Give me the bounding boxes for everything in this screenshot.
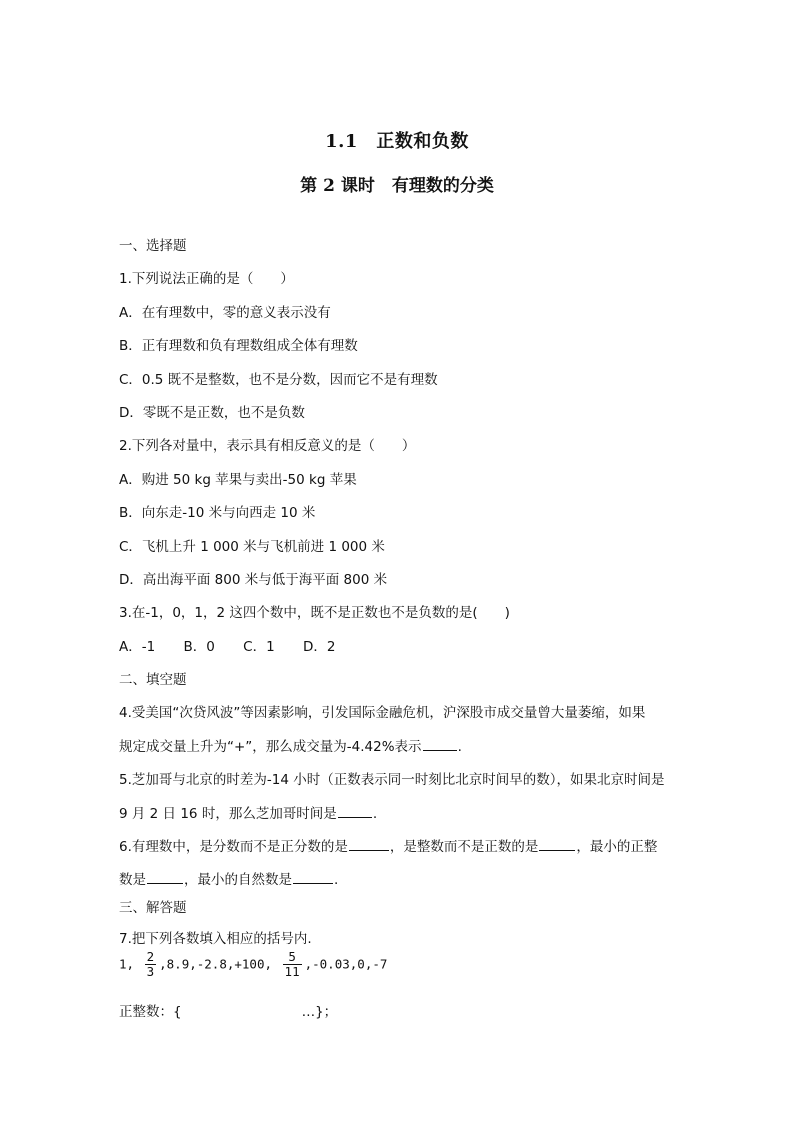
- question-5-line-1: 5.芝加哥与北京的时差为-14 小时（正数表示同一时刻比北京时间早的数），如果北京时间是: [119, 772, 665, 788]
- question-5-line-2: [119, 802, 377, 822]
- question-3-option-a: A．-1: [119, 639, 156, 655]
- answer-blank[interactable]: [293, 871, 333, 884]
- question-1-option-a: A．在有理数中，零的意义表示没有: [119, 305, 331, 321]
- question-7-number-list: [119, 950, 387, 980]
- section-heading-choice: 一、选择题: [119, 238, 187, 254]
- question-2-option-c: C．飞机上升 1 000 米与飞机前进 1 000 米: [119, 539, 385, 555]
- answer-blank[interactable]: [349, 838, 389, 851]
- answer-blank[interactable]: [423, 738, 457, 751]
- number-list-tail: ,-0.03,0,-7: [304, 956, 388, 972]
- question-6-line-2: [119, 868, 338, 888]
- question-1-option-c: C．0.5 既不是整数，也不是分数，因而它不是有理数: [119, 372, 438, 388]
- question-6-text-e: ，最小的自然数是: [184, 872, 292, 888]
- question-6-text-d: 数是: [119, 872, 146, 888]
- answer-blank[interactable]: [338, 805, 372, 818]
- question-3-option-b: B．0: [183, 639, 215, 655]
- question-4-text: 规定成交量上升为“+”，那么成交量为-4.42%表示: [119, 739, 422, 755]
- question-1-stem: 1.下列说法正确的是（ ）: [119, 271, 294, 287]
- fraction-denominator: 11: [284, 964, 300, 980]
- answer-blank[interactable]: [539, 838, 575, 851]
- question-4-line-1: 4.受美国“次贷风波”等因素影响，引发国际金融危机，沪深股市成交量曾大量萎缩，如果: [119, 705, 646, 721]
- fraction-numerator: 5: [283, 950, 302, 965]
- fraction-numerator: 2: [146, 949, 155, 964]
- question-2-option-d: D．高出海平面 800 米与低于海平面 800 米: [119, 572, 388, 588]
- section-title: 1.1 正数和负数: [325, 131, 469, 152]
- question-3-option-d: D．2: [302, 639, 336, 655]
- number-list-middle: ,8.9,-2.8,+100,: [159, 956, 273, 972]
- answer-label: 正整数：{: [119, 1004, 182, 1020]
- question-6-text-b: ，是整数而不是正数的是: [389, 839, 539, 855]
- fraction-five-elevenths: [283, 950, 302, 980]
- section-heading-fill: 二、填空题: [119, 672, 187, 688]
- section-heading-answer: 三、解答题: [119, 900, 187, 916]
- number-one: 1,: [119, 956, 135, 972]
- question-4-end: .: [457, 739, 462, 755]
- question-6-line-1: [119, 835, 657, 855]
- question-3-options: [119, 635, 359, 655]
- fraction-two-thirds: [145, 950, 157, 980]
- question-7-stem: 7.把下列各数填入相应的括号内.: [119, 931, 312, 947]
- question-6-text-f: .: [334, 872, 339, 888]
- question-5-text: 9 月 2 日 16 时，那么芝加哥时间是: [119, 806, 337, 822]
- question-1-option-d: D．零既不是正数，也不是负数: [119, 405, 305, 421]
- question-2-stem: 2.下列各对量中，表示具有相反意义的是（ ）: [119, 438, 416, 454]
- answer-blank[interactable]: [147, 871, 183, 884]
- question-6-text-a: 6.有理数中，是分数而不是正分数的是: [119, 839, 348, 855]
- answer-closing: …}；: [301, 1004, 338, 1020]
- positive-integer-answer-line: [119, 1000, 337, 1020]
- question-1-option-b: B．正有理数和负有理数组成全体有理数: [119, 338, 358, 354]
- question-2-option-b: B．向东走-10 米与向西走 10 米: [119, 505, 316, 521]
- lesson-title: 第 2 课时 有理数的分类: [300, 176, 494, 196]
- question-4-line-2: [119, 735, 462, 755]
- question-5-end: .: [372, 806, 378, 822]
- fraction-denominator: 3: [146, 964, 155, 980]
- question-3-option-c: C．1: [243, 639, 275, 655]
- question-3-stem: 3.在-1，0，1，2 这四个数中，既不是正数也不是负数的是( ): [119, 605, 510, 621]
- question-6-text-c: ，最小的正整: [576, 839, 658, 855]
- question-2-option-a: A．购进 50 kg 苹果与卖出-50 kg 苹果: [119, 472, 357, 488]
